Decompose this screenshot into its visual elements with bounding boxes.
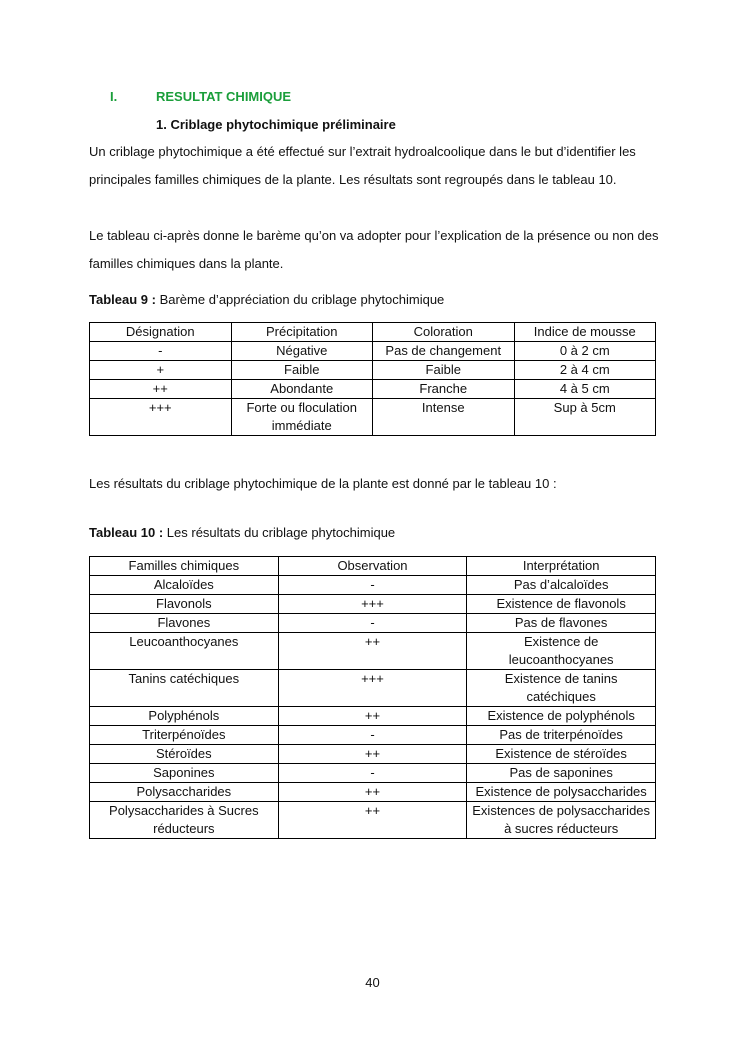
table-cell: - bbox=[278, 764, 467, 783]
table-row bbox=[90, 783, 656, 802]
table-cell: Existence de polyphénols bbox=[467, 707, 656, 726]
table-cell: ++ bbox=[278, 783, 467, 802]
table-cell: + bbox=[90, 361, 232, 380]
section-number: I. bbox=[110, 89, 118, 104]
table-cell: Polysaccharides bbox=[90, 783, 279, 802]
table-cell: ++ bbox=[90, 380, 232, 399]
table-cell: Pas de triterpénoïdes bbox=[467, 726, 656, 745]
table-cell: - bbox=[278, 614, 467, 633]
table-cell: ++ bbox=[278, 633, 467, 670]
paragraph-intro: Un criblage phytochimique a été effectué sur l’extrait hydroalcoolique dans le but d’identifier les principales familles chimiques de la plante. Les résultats sont regroupés dans le tableau 10. bbox=[89, 144, 636, 187]
table-row bbox=[90, 342, 656, 361]
table-cell: +++ bbox=[278, 595, 467, 614]
table-row bbox=[90, 670, 656, 707]
table9-caption-text: Barème d’appréciation du criblage phytochimique bbox=[155, 292, 445, 307]
table-cell: - bbox=[278, 576, 467, 595]
table-cell: Flavonols bbox=[90, 595, 279, 614]
table-cell: Existence de stéroïdes bbox=[467, 745, 656, 764]
table-header-cell: Indice de mousse bbox=[514, 323, 656, 342]
table-row bbox=[90, 614, 656, 633]
table-header-cell: Observation bbox=[278, 557, 467, 576]
table-cell: Alcaloïdes bbox=[90, 576, 279, 595]
table-cell: Polysaccharides à Sucres réducteurs bbox=[90, 802, 279, 839]
table-row bbox=[90, 361, 656, 380]
table-cell: Intense bbox=[373, 399, 515, 436]
table-cell: Négative bbox=[231, 342, 373, 361]
table-header-row bbox=[90, 557, 656, 576]
paragraph-bareme: Le tableau ci-après donne le barème qu’on va adopter pour l’explication de la présence ou non des familles chimiques dans la plante. bbox=[89, 228, 659, 271]
table-row bbox=[90, 764, 656, 783]
table-cell: Flavones bbox=[90, 614, 279, 633]
subsection-title: 1. Criblage phytochimique préliminaire bbox=[156, 117, 396, 132]
table-cell: Forte ou floculation immédiate bbox=[231, 399, 373, 436]
table-cell: ++ bbox=[278, 707, 467, 726]
table-cell: Faible bbox=[373, 361, 515, 380]
table-cell: Abondante bbox=[231, 380, 373, 399]
table-row bbox=[90, 595, 656, 614]
table-cell: Stéroïdes bbox=[90, 745, 279, 764]
table-row bbox=[90, 399, 656, 436]
table-cell: ++ bbox=[278, 802, 467, 839]
table-cell: Pas de changement bbox=[373, 342, 515, 361]
table9-caption-label: Tableau 9 : bbox=[89, 292, 156, 307]
page-number: 40 bbox=[365, 975, 380, 990]
table-cell: +++ bbox=[278, 670, 467, 707]
table-row bbox=[90, 707, 656, 726]
table-cell: Saponines bbox=[90, 764, 279, 783]
table-row bbox=[90, 745, 656, 764]
table10-caption-label: Tableau 10 : bbox=[89, 525, 164, 540]
table10-intro: Les résultats du criblage phytochimique de la plante est donné par le tableau 10 : bbox=[89, 476, 557, 491]
table-row bbox=[90, 576, 656, 595]
table-cell: Existence de tanins catéchiques bbox=[467, 670, 656, 707]
table-header-cell: Précipitation bbox=[231, 323, 373, 342]
table-cell: Franche bbox=[373, 380, 515, 399]
table-row bbox=[90, 726, 656, 745]
table-cell: Leucoanthocyanes bbox=[90, 633, 279, 670]
table-cell: 2 à 4 cm bbox=[514, 361, 656, 380]
table-header-cell: Désignation bbox=[90, 323, 232, 342]
table-cell: Existence de leucoanthocyanes bbox=[467, 633, 656, 670]
table-cell: Triterpénoïdes bbox=[90, 726, 279, 745]
table-row bbox=[90, 380, 656, 399]
section-title: RESULTAT CHIMIQUE bbox=[156, 89, 292, 104]
table9 bbox=[89, 322, 656, 436]
table-cell: Pas d’alcaloïdes bbox=[467, 576, 656, 595]
table9-caption bbox=[89, 292, 444, 307]
table-row bbox=[90, 633, 656, 670]
table-cell: Existence de flavonols bbox=[467, 595, 656, 614]
table-header-cell: Familles chimiques bbox=[90, 557, 279, 576]
table-cell: Pas de flavones bbox=[467, 614, 656, 633]
table-cell: Polyphénols bbox=[90, 707, 279, 726]
table-header-cell: Coloration bbox=[373, 323, 515, 342]
table-row bbox=[90, 802, 656, 839]
table-header-cell: Interprétation bbox=[467, 557, 656, 576]
table-cell: ++ bbox=[278, 745, 467, 764]
table-cell: Tanins catéchiques bbox=[90, 670, 279, 707]
table10 bbox=[89, 556, 656, 839]
table-cell: Existence de polysaccharides bbox=[467, 783, 656, 802]
table-cell: Sup à 5cm bbox=[514, 399, 656, 436]
table-header-row bbox=[90, 323, 656, 342]
table-cell: 0 à 2 cm bbox=[514, 342, 656, 361]
table-cell: Existences de polysaccharides à sucres réducteurs bbox=[467, 802, 656, 839]
table-cell: Pas de saponines bbox=[467, 764, 656, 783]
table-cell: 4 à 5 cm bbox=[514, 380, 656, 399]
table10-caption-text: Les résultats du criblage phytochimique bbox=[163, 525, 396, 540]
table-cell: - bbox=[90, 342, 232, 361]
table10-caption bbox=[89, 525, 395, 540]
table-cell: - bbox=[278, 726, 467, 745]
table-cell: Faible bbox=[231, 361, 373, 380]
table-cell: +++ bbox=[90, 399, 232, 436]
